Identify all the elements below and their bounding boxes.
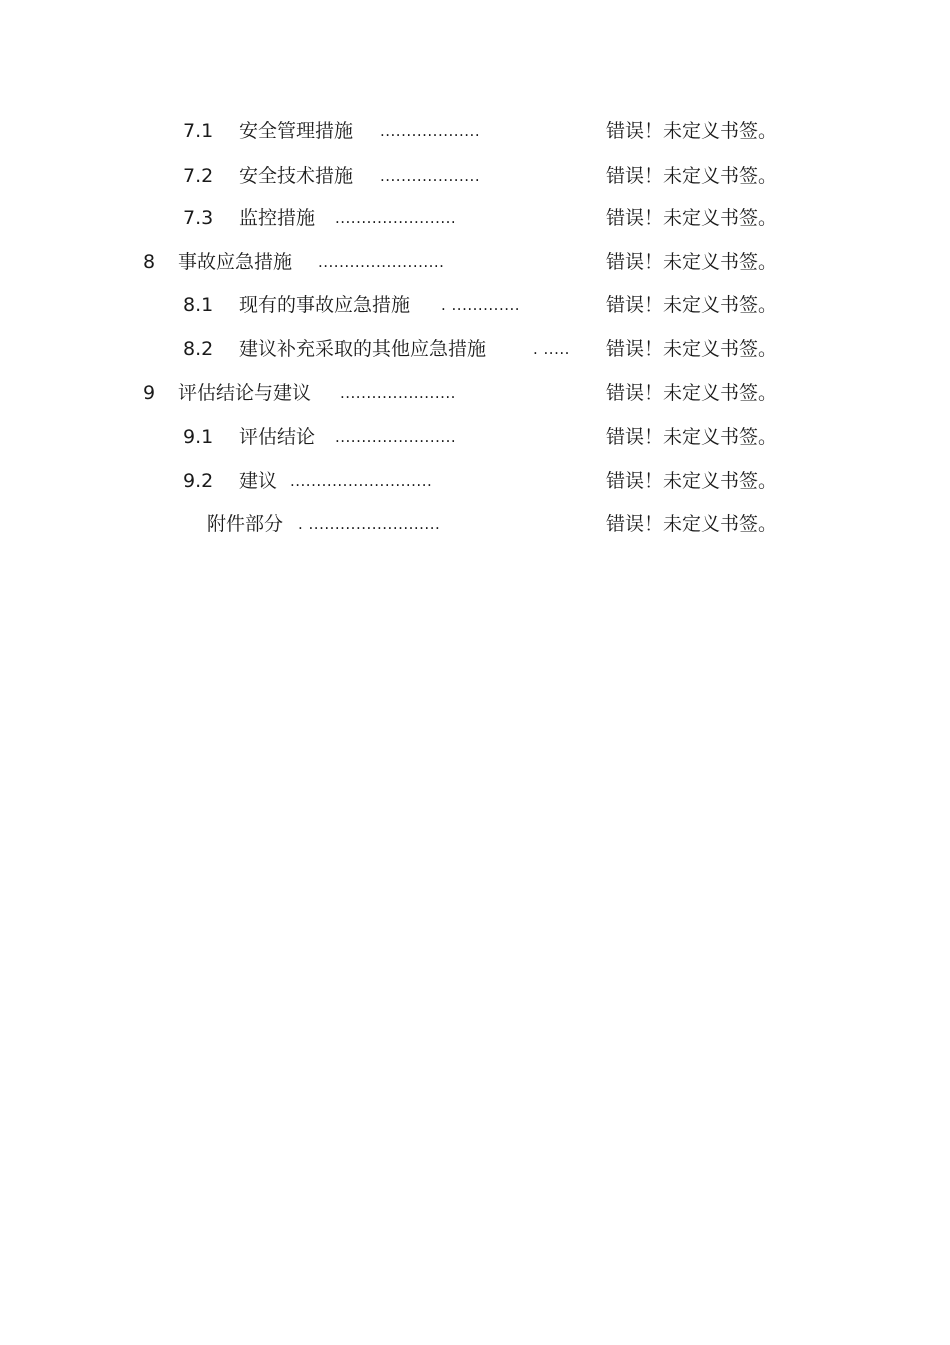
- toc-entry-8[interactable]: [0, 247, 950, 277]
- toc-entry-9-1[interactable]: [0, 422, 950, 452]
- toc-entry-title: 建议: [239, 470, 278, 492]
- toc-entry-8-1[interactable]: [0, 290, 950, 320]
- toc-leader-dots: ...................: [380, 122, 481, 140]
- toc-leader-dots: . .........................: [298, 515, 441, 533]
- toc-page-ref: 错误！未定义书签。: [606, 513, 778, 535]
- toc-entry-title: 评估结论与建议: [178, 382, 312, 404]
- toc-page-ref: 错误！未定义书签。: [606, 470, 778, 492]
- toc-entry-7-1[interactable]: [0, 116, 950, 146]
- toc-entry-number: 7.1: [183, 120, 214, 142]
- toc-entry-title: 安全技术措施: [239, 165, 354, 187]
- toc-entry-8-2[interactable]: [0, 334, 950, 364]
- toc-entry-number: 8.1: [183, 294, 214, 316]
- toc-page-ref: 错误！未定义书签。: [606, 120, 778, 142]
- toc-leader-dots: .......................: [335, 209, 457, 227]
- toc-leader-dots: ........................: [318, 253, 445, 271]
- toc-entry-title: 现有的事故应急措施: [239, 294, 411, 316]
- toc-entry-title: 建议补充采取的其他应急措施: [239, 338, 487, 360]
- toc-entry-title: 监控措施: [239, 207, 316, 229]
- toc-entry-number: 7.3: [183, 207, 214, 229]
- toc-entry-title: 安全管理措施: [239, 120, 354, 142]
- toc-leader-dots: . .............: [441, 296, 521, 314]
- toc-leader-dots: ...........................: [290, 472, 433, 490]
- toc-entry-number: 9.2: [183, 470, 214, 492]
- toc-page-ref: 错误！未定义书签。: [606, 338, 778, 360]
- toc-page-ref: 错误！未定义书签。: [606, 294, 778, 316]
- toc-entry-number: 9: [143, 382, 156, 404]
- toc-entry-title: 事故应急措施: [178, 251, 293, 273]
- toc-entry-7-2[interactable]: [0, 161, 950, 191]
- toc-entry-number: 7.2: [183, 165, 214, 187]
- toc-entry-9[interactable]: [0, 378, 950, 408]
- toc-entry-number: 8: [143, 251, 156, 273]
- toc-leader-dots: .......................: [335, 428, 457, 446]
- toc-page-ref: 错误！未定义书签。: [606, 251, 778, 273]
- toc-page-ref: 错误！未定义书签。: [606, 426, 778, 448]
- toc-entry-appendix[interactable]: [0, 509, 950, 539]
- toc-leader-dots: ......................: [340, 384, 456, 402]
- toc-entry-title: 评估结论: [239, 426, 316, 448]
- toc-entry-number: 9.1: [183, 426, 214, 448]
- toc-entry-number: 8.2: [183, 338, 214, 360]
- toc-page-ref: 错误！未定义书签。: [606, 165, 778, 187]
- toc-entry-9-2[interactable]: [0, 466, 950, 496]
- toc-page-ref: 错误！未定义书签。: [606, 382, 778, 404]
- toc-entry-7-3[interactable]: [0, 203, 950, 233]
- toc-entry-title: 附件部分: [207, 513, 284, 535]
- toc-page-ref: 错误！未定义书签。: [606, 207, 778, 229]
- toc-leader-dots: . .....: [533, 340, 570, 358]
- toc-leader-dots: ...................: [380, 167, 481, 185]
